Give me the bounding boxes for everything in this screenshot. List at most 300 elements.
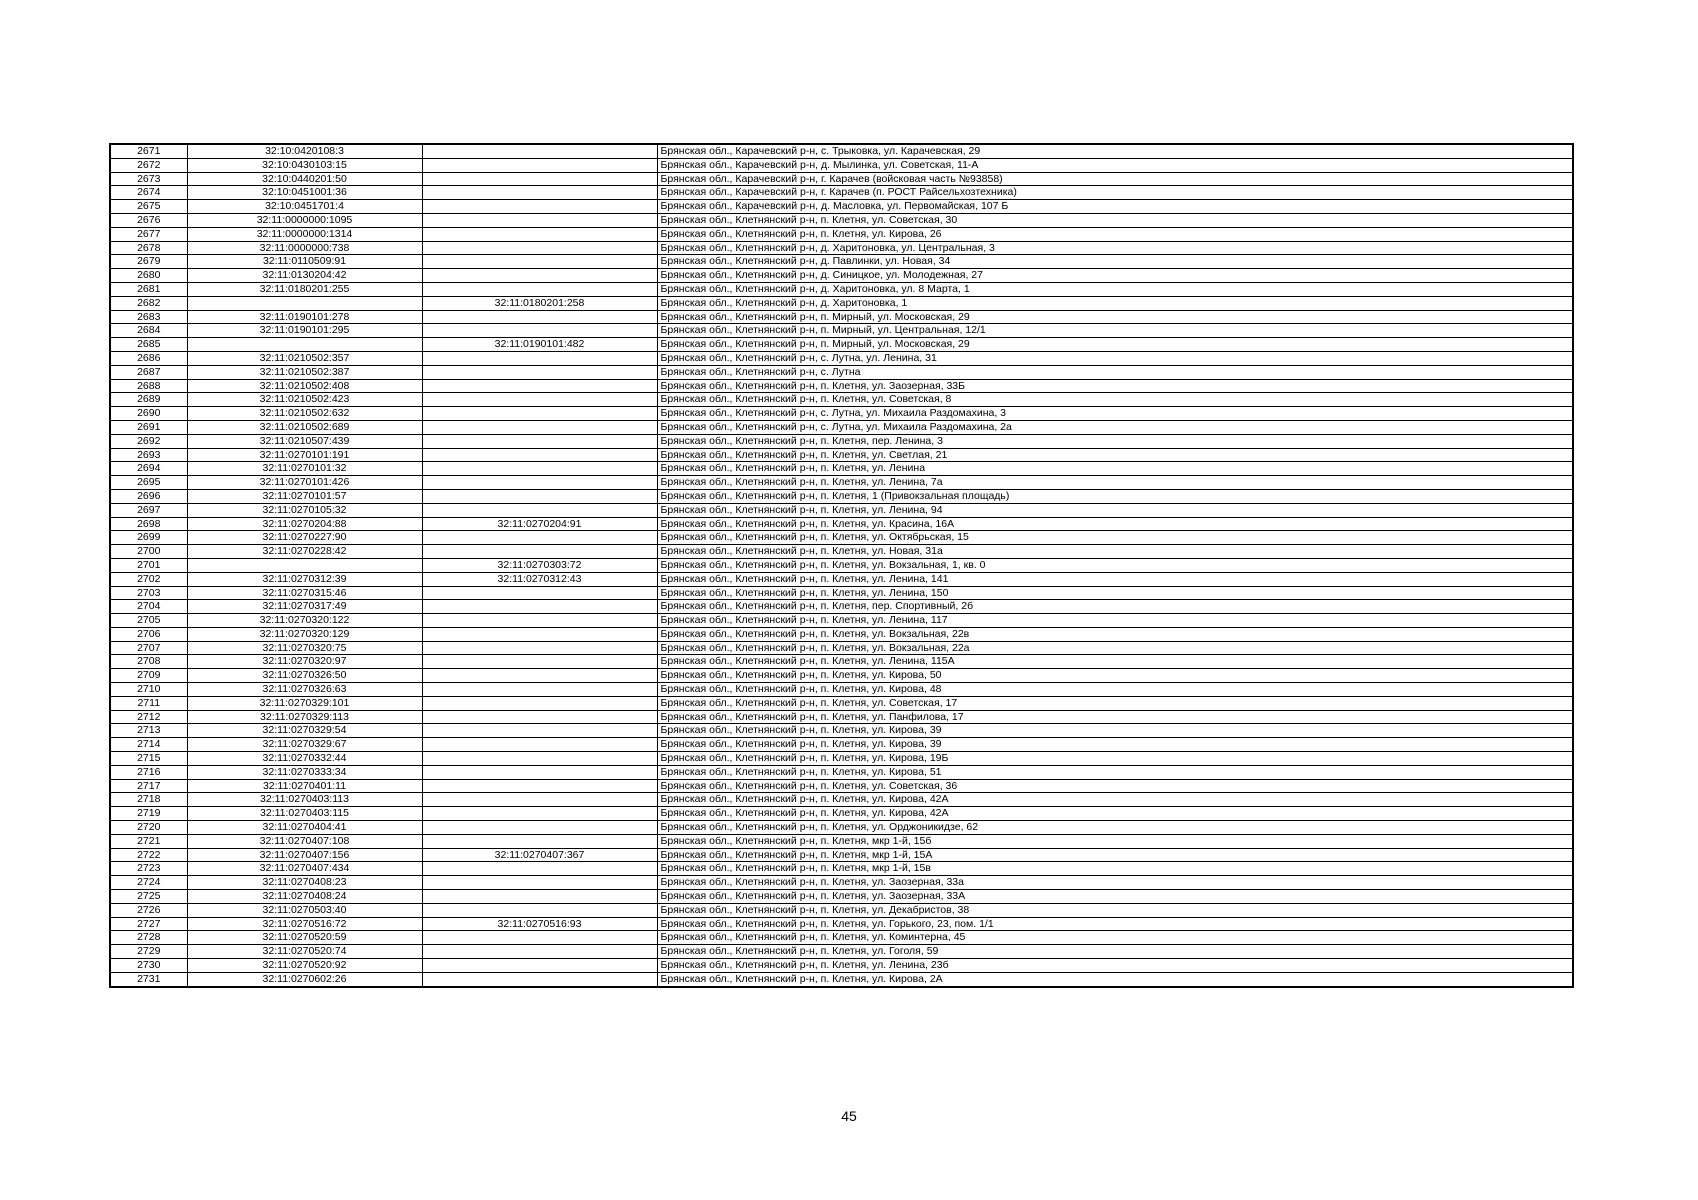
- address-cell: Брянская обл., Клетнянский р-н, п. Клетня, ул. Коминтерна, 45: [657, 931, 1573, 945]
- table-row: [110, 365, 1573, 379]
- cadastral-number-cell: 32:11:0270320:129: [187, 627, 422, 641]
- table-row: [110, 200, 1573, 214]
- related-cadastral-number-cell: [422, 793, 657, 807]
- cadastral-number-cell: 32:11:0270329:101: [187, 696, 422, 710]
- cadastral-number-cell: 32:10:0451701:4: [187, 200, 422, 214]
- row-number-cell: 2673: [110, 172, 187, 186]
- related-cadastral-number-cell: [422, 407, 657, 421]
- table-row: [110, 338, 1573, 352]
- table-row: [110, 420, 1573, 434]
- table-row: [110, 724, 1573, 738]
- related-cadastral-number-cell: [422, 255, 657, 269]
- cadastral-number-cell: 32:11:0270403:115: [187, 807, 422, 821]
- table-row: [110, 890, 1573, 904]
- table-row: [110, 448, 1573, 462]
- address-cell: Брянская обл., Клетнянский р-н, п. Клетня, ул. Заозерная, 33Б: [657, 379, 1573, 393]
- address-cell: Брянская обл., Клетнянский р-н, п. Клетня, ул. Ленина, 7а: [657, 476, 1573, 490]
- related-cadastral-number-cell: [422, 158, 657, 172]
- cadastral-number-cell: 32:11:0000000:1095: [187, 213, 422, 227]
- related-cadastral-number-cell: [422, 448, 657, 462]
- address-cell: Брянская обл., Карачевский р-н, г. Карачев (войсковая часть №93858): [657, 172, 1573, 186]
- cadastral-number-cell: 32:11:0270320:97: [187, 655, 422, 669]
- address-cell: Брянская обл., Клетнянский р-н, п. Клетня, ул. Вокзальная, 22а: [657, 641, 1573, 655]
- address-cell: Брянская обл., Карачевский р-н, д. Масловка, ул. Первомайская, 107 Б: [657, 200, 1573, 214]
- row-number-cell: 2713: [110, 724, 187, 738]
- address-cell: Брянская обл., Клетнянский р-н, п. Клетня, ул. Светлая, 21: [657, 448, 1573, 462]
- related-cadastral-number-cell: 32:11:0270407:367: [422, 848, 657, 862]
- table-row: [110, 282, 1573, 296]
- table-row: [110, 696, 1573, 710]
- cadastral-number-cell: 32:10:0420108:3: [187, 144, 422, 158]
- address-cell: Брянская обл., Клетнянский р-н, п. Клетня, ул. Вокзальная, 22в: [657, 627, 1573, 641]
- row-number-cell: 2707: [110, 641, 187, 655]
- row-number-cell: 2674: [110, 186, 187, 200]
- row-number-cell: 2698: [110, 517, 187, 531]
- row-number-cell: 2701: [110, 558, 187, 572]
- row-number-cell: 2718: [110, 793, 187, 807]
- related-cadastral-number-cell: 32:11:0190101:482: [422, 338, 657, 352]
- row-number-cell: 2686: [110, 351, 187, 365]
- row-number-cell: 2702: [110, 572, 187, 586]
- table-row: [110, 351, 1573, 365]
- table-row: [110, 531, 1573, 545]
- cadastral-number-cell: 32:11:0130204:42: [187, 269, 422, 283]
- address-cell: Брянская обл., Клетнянский р-н, п. Клетня, ул. Октябрьская, 15: [657, 531, 1573, 545]
- related-cadastral-number-cell: [422, 186, 657, 200]
- row-number-cell: 2705: [110, 614, 187, 628]
- cadastral-number-cell: 32:11:0270329:67: [187, 738, 422, 752]
- cadastral-number-cell: 32:10:0451001:36: [187, 186, 422, 200]
- table-row: [110, 945, 1573, 959]
- table-row: [110, 269, 1573, 283]
- cadastral-number-cell: 32:11:0270408:23: [187, 876, 422, 890]
- related-cadastral-number-cell: [422, 213, 657, 227]
- related-cadastral-number-cell: [422, 959, 657, 973]
- cadastral-number-cell: 32:11:0210502:632: [187, 407, 422, 421]
- table-row: [110, 752, 1573, 766]
- row-number-cell: 2672: [110, 158, 187, 172]
- address-cell: Брянская обл., Клетнянский р-н, с. Лутна, ул. Ленина, 31: [657, 351, 1573, 365]
- row-number-cell: 2679: [110, 255, 187, 269]
- related-cadastral-number-cell: [422, 545, 657, 559]
- table-row: [110, 241, 1573, 255]
- address-cell: Брянская обл., Клетнянский р-н, п. Клетня, ул. Гоголя, 59: [657, 945, 1573, 959]
- cadastral-number-cell: 32:11:0270228:42: [187, 545, 422, 559]
- table-row: [110, 503, 1573, 517]
- table-row: [110, 917, 1573, 931]
- related-cadastral-number-cell: [422, 834, 657, 848]
- address-cell: Брянская обл., Клетнянский р-н, п. Клетня, пер. Ленина, 3: [657, 434, 1573, 448]
- row-number-cell: 2688: [110, 379, 187, 393]
- cadastral-number-cell: 32:11:0270407:156: [187, 848, 422, 862]
- row-number-cell: 2671: [110, 144, 187, 158]
- row-number-cell: 2677: [110, 227, 187, 241]
- cadastral-number-cell: 32:11:0270520:74: [187, 945, 422, 959]
- related-cadastral-number-cell: 32:11:0180201:258: [422, 296, 657, 310]
- row-number-cell: 2715: [110, 752, 187, 766]
- address-cell: Брянская обл., Клетнянский р-н, д. Харитоновка, ул. 8 Марта, 1: [657, 282, 1573, 296]
- row-number-cell: 2706: [110, 627, 187, 641]
- address-cell: Брянская обл., Клетнянский р-н, п. Мирный, ул. Московская, 29: [657, 310, 1573, 324]
- table-row: [110, 517, 1573, 531]
- row-number-cell: 2719: [110, 807, 187, 821]
- table-row: [110, 669, 1573, 683]
- related-cadastral-number-cell: [422, 503, 657, 517]
- cadastral-number-cell: 32:11:0110509:91: [187, 255, 422, 269]
- cadastral-number-cell: 32:11:0270320:75: [187, 641, 422, 655]
- row-number-cell: 2726: [110, 903, 187, 917]
- related-cadastral-number-cell: [422, 434, 657, 448]
- address-cell: Брянская обл., Клетнянский р-н, д. Харитоновка, ул. Центральная, 3: [657, 241, 1573, 255]
- table-row: [110, 324, 1573, 338]
- table-row: [110, 489, 1573, 503]
- row-number-cell: 2724: [110, 876, 187, 890]
- address-cell: Брянская обл., Клетнянский р-н, п. Клетня, ул. Кирова, 39: [657, 724, 1573, 738]
- related-cadastral-number-cell: [422, 365, 657, 379]
- row-number-cell: 2714: [110, 738, 187, 752]
- address-cell: Брянская обл., Клетнянский р-н, п. Клетня, ул. Декабристов, 38: [657, 903, 1573, 917]
- page-number: 45: [841, 1108, 857, 1124]
- related-cadastral-number-cell: 32:11:0270312:43: [422, 572, 657, 586]
- table-row: [110, 296, 1573, 310]
- related-cadastral-number-cell: [422, 351, 657, 365]
- row-number-cell: 2690: [110, 407, 187, 421]
- table-row: [110, 186, 1573, 200]
- row-number-cell: 2709: [110, 669, 187, 683]
- related-cadastral-number-cell: [422, 669, 657, 683]
- address-cell: Брянская обл., Клетнянский р-н, с. Лутна, ул. Михаила Раздомахина, 3: [657, 407, 1573, 421]
- address-cell: Брянская обл., Клетнянский р-н, п. Клетня, ул. Ленина, 141: [657, 572, 1573, 586]
- row-number-cell: 2730: [110, 959, 187, 973]
- row-number-cell: 2716: [110, 765, 187, 779]
- table-row: [110, 931, 1573, 945]
- table-row: [110, 172, 1573, 186]
- cadastral-number-cell: [187, 338, 422, 352]
- table-row: [110, 462, 1573, 476]
- address-cell: Брянская обл., Клетнянский р-н, д. Харитоновка, 1: [657, 296, 1573, 310]
- row-number-cell: 2691: [110, 420, 187, 434]
- table-row: [110, 586, 1573, 600]
- cadastral-number-cell: 32:11:0270520:92: [187, 959, 422, 973]
- table-row: [110, 227, 1573, 241]
- address-cell: Брянская обл., Клетнянский р-н, с. Лутна, ул. Михаила Раздомахина, 2а: [657, 420, 1573, 434]
- cadastral-number-cell: [187, 296, 422, 310]
- row-number-cell: 2703: [110, 586, 187, 600]
- cadastral-number-cell: 32:11:0270315:46: [187, 586, 422, 600]
- table-row: [110, 614, 1573, 628]
- row-number-cell: 2680: [110, 269, 187, 283]
- registry-table: [109, 143, 1574, 988]
- related-cadastral-number-cell: [422, 765, 657, 779]
- row-number-cell: 2684: [110, 324, 187, 338]
- row-number-cell: 2725: [110, 890, 187, 904]
- row-number-cell: 2683: [110, 310, 187, 324]
- related-cadastral-number-cell: 32:11:0270516:93: [422, 917, 657, 931]
- address-cell: Брянская обл., Клетнянский р-н, п. Клетня, ул. Орджоникидзе, 62: [657, 821, 1573, 835]
- address-cell: Брянская обл., Клетнянский р-н, д. Синицкое, ул. Молодежная, 27: [657, 269, 1573, 283]
- related-cadastral-number-cell: 32:11:0270204:91: [422, 517, 657, 531]
- row-number-cell: 2696: [110, 489, 187, 503]
- cadastral-number-cell: 32:11:0270503:40: [187, 903, 422, 917]
- row-number-cell: 2704: [110, 600, 187, 614]
- address-cell: Брянская обл., Клетнянский р-н, п. Клетня, ул. Заозерная, 33А: [657, 890, 1573, 904]
- related-cadastral-number-cell: [422, 144, 657, 158]
- address-cell: Брянская обл., Клетнянский р-н, п. Клетня, мкр 1-й, 15б: [657, 834, 1573, 848]
- address-cell: Брянская обл., Клетнянский р-н, п. Клетня, ул. Кирова, 42А: [657, 807, 1573, 821]
- cadastral-number-cell: 32:11:0190101:295: [187, 324, 422, 338]
- address-cell: Брянская обл., Клетнянский р-н, п. Клетня, ул. Ленина, 94: [657, 503, 1573, 517]
- address-cell: Брянская обл., Карачевский р-н, г. Карачев (п. РОСТ Райсельхозтехника): [657, 186, 1573, 200]
- table-row: [110, 972, 1573, 986]
- row-number-cell: 2717: [110, 779, 187, 793]
- row-number-cell: 2727: [110, 917, 187, 931]
- cadastral-number-cell: 32:11:0270403:113: [187, 793, 422, 807]
- cadastral-number-cell: 32:11:0270105:32: [187, 503, 422, 517]
- address-cell: Брянская обл., Клетнянский р-н, п. Клетня, 1 (Привокзальная площадь): [657, 489, 1573, 503]
- related-cadastral-number-cell: [422, 752, 657, 766]
- related-cadastral-number-cell: [422, 862, 657, 876]
- address-cell: Брянская обл., Клетнянский р-н, п. Клетня, ул. Ленина, 150: [657, 586, 1573, 600]
- table-row: [110, 144, 1573, 158]
- cadastral-number-cell: 32:11:0190101:278: [187, 310, 422, 324]
- cadastral-number-cell: 32:11:0270404:41: [187, 821, 422, 835]
- table-row: [110, 158, 1573, 172]
- related-cadastral-number-cell: [422, 931, 657, 945]
- address-cell: Брянская обл., Клетнянский р-н, п. Клетня, ул. Ленина, 23б: [657, 959, 1573, 973]
- table-row: [110, 641, 1573, 655]
- row-number-cell: 2710: [110, 683, 187, 697]
- cadastral-number-cell: 32:11:0270516:72: [187, 917, 422, 931]
- table-row: [110, 765, 1573, 779]
- address-cell: Брянская обл., Клетнянский р-н, п. Клетня, ул. Кирова, 51: [657, 765, 1573, 779]
- row-number-cell: 2681: [110, 282, 187, 296]
- related-cadastral-number-cell: [422, 420, 657, 434]
- cadastral-number-cell: 32:11:0270602:26: [187, 972, 422, 986]
- row-number-cell: 2721: [110, 834, 187, 848]
- row-number-cell: 2695: [110, 476, 187, 490]
- related-cadastral-number-cell: [422, 227, 657, 241]
- related-cadastral-number-cell: [422, 903, 657, 917]
- table-row: [110, 627, 1573, 641]
- address-cell: Брянская обл., Клетнянский р-н, п. Клетня, ул. Ленина: [657, 462, 1573, 476]
- address-cell: Брянская обл., Клетнянский р-н, п. Клетня, ул. Красина, 16А: [657, 517, 1573, 531]
- address-cell: Брянская обл., Клетнянский р-н, п. Клетня, ул. Кирова, 26: [657, 227, 1573, 241]
- row-number-cell: 2694: [110, 462, 187, 476]
- cadastral-number-cell: 32:11:0270320:122: [187, 614, 422, 628]
- address-cell: Брянская обл., Клетнянский р-н, с. Лутна: [657, 365, 1573, 379]
- address-cell: Брянская обл., Клетнянский р-н, п. Мирный, ул. Московская, 29: [657, 338, 1573, 352]
- cadastral-number-cell: 32:11:0270332:44: [187, 752, 422, 766]
- cadastral-number-cell: 32:11:0270329:113: [187, 710, 422, 724]
- table-row: [110, 476, 1573, 490]
- related-cadastral-number-cell: [422, 738, 657, 752]
- table-row: [110, 255, 1573, 269]
- related-cadastral-number-cell: [422, 600, 657, 614]
- table-row: [110, 213, 1573, 227]
- table-row: [110, 959, 1573, 973]
- cadastral-number-cell: 32:11:0000000:1314: [187, 227, 422, 241]
- related-cadastral-number-cell: [422, 241, 657, 255]
- table-row: [110, 545, 1573, 559]
- address-cell: Брянская обл., Клетнянский р-н, п. Клетня, ул. Кирова, 19Б: [657, 752, 1573, 766]
- cadastral-number-cell: 32:11:0270312:39: [187, 572, 422, 586]
- address-cell: Брянская обл., Клетнянский р-н, п. Клетня, ул. Горького, 23, пом. 1/1: [657, 917, 1573, 931]
- table-row: [110, 821, 1573, 835]
- address-cell: Брянская обл., Клетнянский р-н, п. Мирный, ул. Центральная, 12/1: [657, 324, 1573, 338]
- table-row: [110, 876, 1573, 890]
- row-number-cell: 2678: [110, 241, 187, 255]
- cadastral-number-cell: 32:11:0210507:439: [187, 434, 422, 448]
- address-cell: Брянская обл., Клетнянский р-н, п. Клетня, ул. Кирова, 42А: [657, 793, 1573, 807]
- related-cadastral-number-cell: [422, 476, 657, 490]
- table-row: [110, 393, 1573, 407]
- cadastral-number-cell: 32:11:0270101:426: [187, 476, 422, 490]
- address-cell: Брянская обл., Клетнянский р-н, п. Клетня, ул. Панфилова, 17: [657, 710, 1573, 724]
- table-row: [110, 572, 1573, 586]
- related-cadastral-number-cell: [422, 683, 657, 697]
- cadastral-number-cell: 32:11:0270408:24: [187, 890, 422, 904]
- related-cadastral-number-cell: [422, 876, 657, 890]
- row-number-cell: 2682: [110, 296, 187, 310]
- cadastral-number-cell: 32:10:0440201:50: [187, 172, 422, 186]
- related-cadastral-number-cell: [422, 489, 657, 503]
- address-cell: Брянская обл., Клетнянский р-н, п. Клетня, пер. Спортивный, 2б: [657, 600, 1573, 614]
- cadastral-number-cell: 32:11:0210502:689: [187, 420, 422, 434]
- related-cadastral-number-cell: [422, 462, 657, 476]
- address-cell: Брянская обл., Клетнянский р-н, п. Клетня, ул. Ленина, 117: [657, 614, 1573, 628]
- related-cadastral-number-cell: [422, 310, 657, 324]
- table-row: [110, 848, 1573, 862]
- address-cell: Брянская обл., Клетнянский р-н, п. Клетня, ул. Советская, 8: [657, 393, 1573, 407]
- related-cadastral-number-cell: [422, 655, 657, 669]
- related-cadastral-number-cell: 32:11:0270303:72: [422, 558, 657, 572]
- table-row: [110, 434, 1573, 448]
- row-number-cell: 2685: [110, 338, 187, 352]
- row-number-cell: 2693: [110, 448, 187, 462]
- related-cadastral-number-cell: [422, 269, 657, 283]
- related-cadastral-number-cell: [422, 172, 657, 186]
- table-row: [110, 655, 1573, 669]
- row-number-cell: 2720: [110, 821, 187, 835]
- address-cell: Брянская обл., Клетнянский р-н, п. Клетня, ул. Советская, 30: [657, 213, 1573, 227]
- row-number-cell: 2723: [110, 862, 187, 876]
- related-cadastral-number-cell: [422, 696, 657, 710]
- related-cadastral-number-cell: [422, 821, 657, 835]
- table-row: [110, 600, 1573, 614]
- table-row: [110, 710, 1573, 724]
- table-row: [110, 862, 1573, 876]
- row-number-cell: 2676: [110, 213, 187, 227]
- address-cell: Брянская обл., Клетнянский р-н, п. Клетня, ул. Кирова, 48: [657, 683, 1573, 697]
- address-cell: Брянская обл., Клетнянский р-н, п. Клетня, ул. Вокзальная, 1, кв. 0: [657, 558, 1573, 572]
- related-cadastral-number-cell: [422, 393, 657, 407]
- row-number-cell: 2699: [110, 531, 187, 545]
- cadastral-number-cell: 32:11:0210502:423: [187, 393, 422, 407]
- cadastral-number-cell: 32:11:0210502:357: [187, 351, 422, 365]
- related-cadastral-number-cell: [422, 724, 657, 738]
- cadastral-number-cell: 32:11:0270101:32: [187, 462, 422, 476]
- row-number-cell: 2689: [110, 393, 187, 407]
- row-number-cell: 2697: [110, 503, 187, 517]
- cadastral-number-cell: 32:11:0270329:54: [187, 724, 422, 738]
- related-cadastral-number-cell: [422, 324, 657, 338]
- address-cell: Брянская обл., Карачевский р-н, д. Мылинка, ул. Советская, 11-А: [657, 158, 1573, 172]
- related-cadastral-number-cell: [422, 890, 657, 904]
- related-cadastral-number-cell: [422, 641, 657, 655]
- cadastral-number-cell: 32:11:0270407:434: [187, 862, 422, 876]
- table-row: [110, 779, 1573, 793]
- cadastral-number-cell: 32:11:0000000:738: [187, 241, 422, 255]
- address-cell: Брянская обл., Клетнянский р-н, п. Клетня, мкр 1-й, 15А: [657, 848, 1573, 862]
- related-cadastral-number-cell: [422, 972, 657, 986]
- address-cell: Брянская обл., Клетнянский р-н, п. Клетня, ул. Кирова, 50: [657, 669, 1573, 683]
- cadastral-number-cell: 32:11:0270101:191: [187, 448, 422, 462]
- table-row: [110, 793, 1573, 807]
- address-cell: Брянская обл., Клетнянский р-н, п. Клетня, ул. Советская, 36: [657, 779, 1573, 793]
- row-number-cell: 2708: [110, 655, 187, 669]
- address-cell: Брянская обл., Клетнянский р-н, д. Павлинки, ул. Новая, 34: [657, 255, 1573, 269]
- related-cadastral-number-cell: [422, 200, 657, 214]
- registry-table-body: [110, 144, 1573, 987]
- related-cadastral-number-cell: [422, 379, 657, 393]
- cadastral-number-cell: 32:11:0270407:108: [187, 834, 422, 848]
- cadastral-number-cell: 32:11:0270333:34: [187, 765, 422, 779]
- row-number-cell: 2700: [110, 545, 187, 559]
- related-cadastral-number-cell: [422, 627, 657, 641]
- row-number-cell: 2712: [110, 710, 187, 724]
- row-number-cell: 2722: [110, 848, 187, 862]
- cadastral-number-cell: 32:11:0270317:49: [187, 600, 422, 614]
- cadastral-number-cell: 32:11:0270326:63: [187, 683, 422, 697]
- table-row: [110, 379, 1573, 393]
- row-number-cell: 2675: [110, 200, 187, 214]
- row-number-cell: 2687: [110, 365, 187, 379]
- related-cadastral-number-cell: [422, 779, 657, 793]
- address-cell: Брянская обл., Клетнянский р-н, п. Клетня, ул. Кирова, 39: [657, 738, 1573, 752]
- related-cadastral-number-cell: [422, 531, 657, 545]
- cadastral-number-cell: 32:11:0270227:90: [187, 531, 422, 545]
- row-number-cell: 2729: [110, 945, 187, 959]
- table-row: [110, 903, 1573, 917]
- related-cadastral-number-cell: [422, 945, 657, 959]
- address-cell: Брянская обл., Клетнянский р-н, п. Клетня, ул. Новая, 31а: [657, 545, 1573, 559]
- table-row: [110, 683, 1573, 697]
- table-row: [110, 558, 1573, 572]
- address-cell: Брянская обл., Клетнянский р-н, п. Клетня, ул. Заозерная, 33а: [657, 876, 1573, 890]
- table-row: [110, 834, 1573, 848]
- table-row: [110, 407, 1573, 421]
- related-cadastral-number-cell: [422, 586, 657, 600]
- row-number-cell: 2711: [110, 696, 187, 710]
- address-cell: Брянская обл., Клетнянский р-н, п. Клетня, ул. Кирова, 2А: [657, 972, 1573, 986]
- address-cell: Брянская обл., Клетнянский р-н, п. Клетня, ул. Советская, 17: [657, 696, 1573, 710]
- address-cell: Брянская обл., Карачевский р-н, с. Трыковка, ул. Карачевская, 29: [657, 144, 1573, 158]
- cadastral-number-cell: 32:11:0210502:387: [187, 365, 422, 379]
- cadastral-number-cell: 32:11:0270401:11: [187, 779, 422, 793]
- table-row: [110, 807, 1573, 821]
- related-cadastral-number-cell: [422, 614, 657, 628]
- row-number-cell: 2731: [110, 972, 187, 986]
- cadastral-number-cell: 32:11:0270101:57: [187, 489, 422, 503]
- cadastral-number-cell: 32:10:0430103:15: [187, 158, 422, 172]
- related-cadastral-number-cell: [422, 807, 657, 821]
- table-row: [110, 738, 1573, 752]
- cadastral-number-cell: 32:11:0270520:59: [187, 931, 422, 945]
- cadastral-number-cell: 32:11:0210502:408: [187, 379, 422, 393]
- row-number-cell: 2692: [110, 434, 187, 448]
- address-cell: Брянская обл., Клетнянский р-н, п. Клетня, ул. Ленина, 115А: [657, 655, 1573, 669]
- cadastral-number-cell: 32:11:0270204:88: [187, 517, 422, 531]
